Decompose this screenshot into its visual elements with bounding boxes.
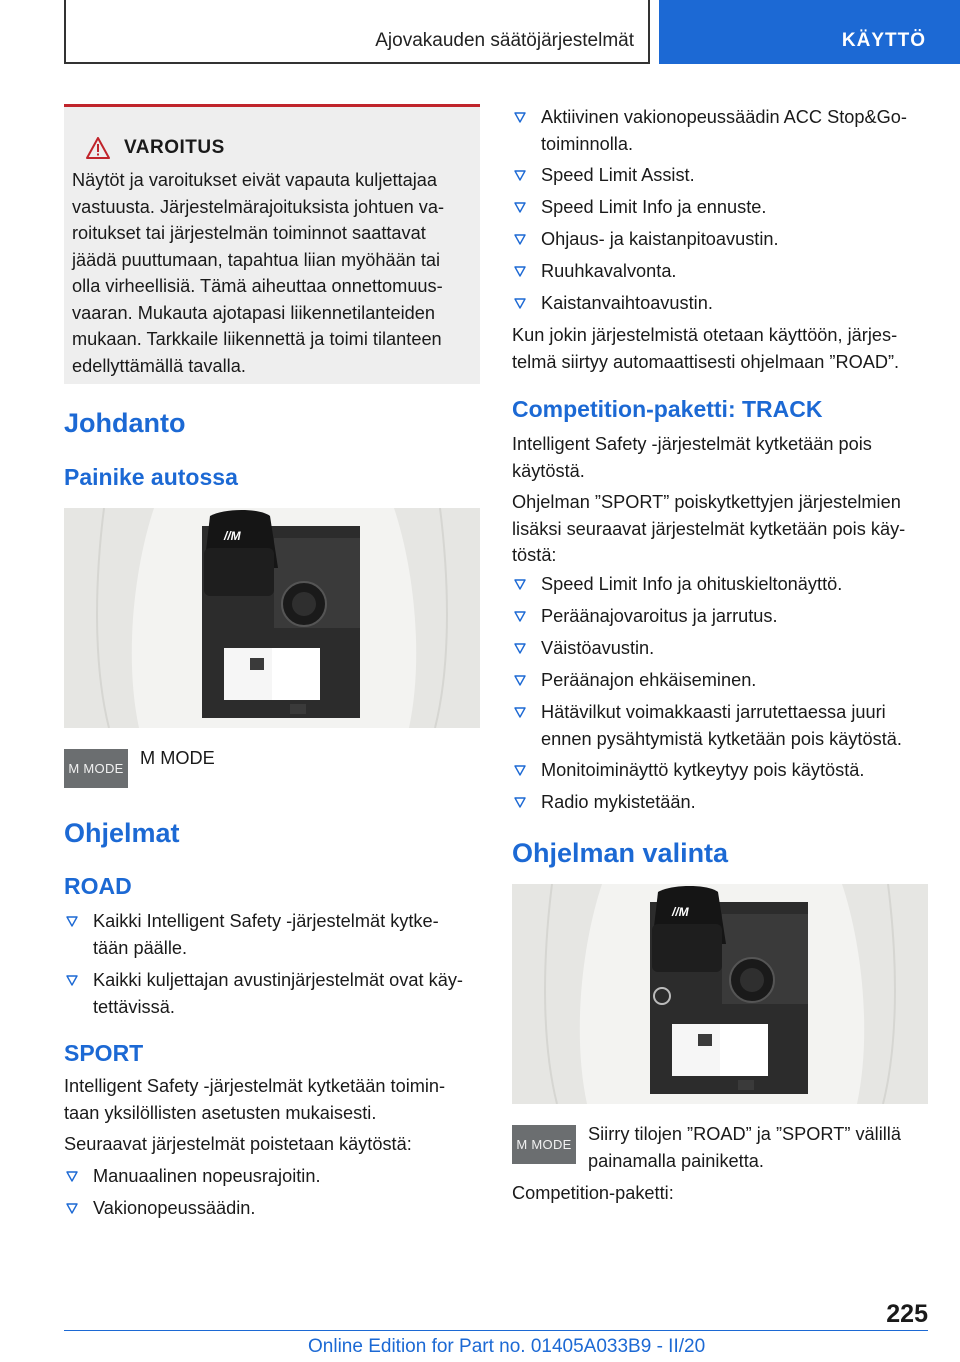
center-console-illustration bbox=[64, 508, 480, 728]
warning-line: jäädä puuttumaan, tapahtua liian myöhään tai bbox=[72, 249, 441, 270]
warning-title: VAROITUS bbox=[124, 137, 225, 158]
console-photo bbox=[64, 508, 480, 728]
warning-header bbox=[86, 135, 472, 161]
list-item-text: tään päälle. bbox=[93, 937, 188, 958]
list-item-text: toiminnolla. bbox=[541, 133, 633, 154]
list-item bbox=[512, 603, 928, 630]
bullet-triangle-icon bbox=[514, 234, 526, 245]
list-item-text: ennen pysähtymistä kytketään pois käytöstä. bbox=[541, 728, 902, 749]
warning-line: olla virheellisiä. Tämä aiheuttaa onnettomuus- bbox=[72, 276, 443, 296]
bullet-triangle-icon bbox=[66, 1203, 78, 1214]
select-instruction bbox=[588, 1121, 928, 1174]
list-item-text: Hätävilkut voimakkaasti jarrutettaessa juuri bbox=[541, 702, 886, 722]
sport-paragraph bbox=[64, 1073, 480, 1126]
heading-sport: SPORT bbox=[64, 1040, 144, 1066]
list-item-text: Speed Limit Assist. bbox=[541, 165, 695, 185]
bullet-triangle-icon bbox=[66, 975, 78, 986]
track-paragraph bbox=[512, 431, 928, 484]
list-item-text: Speed Limit Info ja ennuste. bbox=[541, 197, 767, 217]
heading-road: ROAD bbox=[64, 873, 132, 899]
list-item bbox=[512, 258, 928, 285]
warning-line: edellyttämällä tavalla. bbox=[72, 355, 246, 376]
paragraph-line: telmä siirtyy automaattisesti ohjelmaan ”ROAD”. bbox=[512, 351, 900, 372]
list-item bbox=[512, 635, 928, 662]
list-item bbox=[64, 908, 480, 961]
warning-box bbox=[64, 104, 480, 384]
bullet-triangle-icon bbox=[514, 202, 526, 213]
heading-ohjelman-valinta: Ohjelman valinta bbox=[512, 838, 729, 868]
list-item-text: Peräänajon ehkäiseminen. bbox=[541, 670, 757, 690]
heading-competition-track: Competition-paketti: TRACK bbox=[512, 396, 823, 422]
list-item bbox=[512, 290, 928, 317]
chapter-tab[interactable]: KÄYTTÖ bbox=[841, 30, 926, 51]
list-item-text: Ohjaus- ja kaistanpitoavustin. bbox=[541, 229, 779, 249]
list-item-text: Monitoiminäyttö kytkeytyy pois käytöstä. bbox=[541, 760, 865, 780]
warning-triangle-icon bbox=[86, 137, 110, 159]
footer-divider bbox=[64, 1330, 928, 1331]
paragraph-line: taan yksilöllisten asetusten mukaisesti. bbox=[64, 1102, 377, 1123]
bullet-triangle-icon bbox=[514, 266, 526, 277]
list-item-text: Manuaalinen nopeusrajoitin. bbox=[93, 1166, 321, 1186]
page-number: 225 bbox=[886, 1300, 928, 1328]
bullet-triangle-icon bbox=[514, 707, 526, 718]
list-item-text: Peräänajovaroitus ja jarrutus. bbox=[541, 606, 778, 626]
track-paragraph-2 bbox=[512, 489, 932, 569]
svg-text://M: //M bbox=[224, 529, 241, 543]
list-item bbox=[512, 104, 928, 157]
paragraph-line: Kun jokin järjestelmistä otetaan käyttöön, järjes- bbox=[512, 325, 898, 345]
list-item bbox=[512, 571, 928, 598]
heading-painike-autossa: Painike autossa bbox=[64, 464, 238, 490]
list-item-text: Speed Limit Info ja ohituskieltonäyttö. bbox=[541, 574, 843, 594]
list-item bbox=[512, 789, 928, 816]
center-console-illustration bbox=[512, 884, 928, 1104]
m-mode-button-icon: M MODE bbox=[512, 1125, 576, 1164]
header-section-box bbox=[64, 0, 650, 64]
paragraph-line: Ohjelman ”SPORT” poiskytkettyjen järjestelmien bbox=[512, 492, 901, 512]
paragraph-line: painamalla painiketta. bbox=[588, 1150, 764, 1171]
bullet-triangle-icon bbox=[514, 797, 526, 808]
list-item bbox=[512, 226, 928, 253]
bullet-triangle-icon bbox=[514, 643, 526, 654]
warning-line: roitukset tai järjestelmän toiminnot saattavat bbox=[72, 223, 426, 243]
list-item-text: Kaikki kuljettajan avustinjärjestelmät ovat käy- bbox=[93, 970, 463, 990]
list-item-text: Vakionopeussäädin. bbox=[93, 1198, 256, 1218]
warning-line: vaaran. Mukauta ajotapasi liikennetilanteiden bbox=[72, 302, 435, 323]
bullet-triangle-icon bbox=[66, 1171, 78, 1182]
bullet-triangle-icon bbox=[514, 298, 526, 309]
list-item-text: Aktiivinen vakionopeussäädin ACC Stop&Go- bbox=[541, 107, 907, 127]
list-item bbox=[512, 667, 928, 694]
list-item bbox=[64, 1195, 480, 1222]
m-mode-label: M MODE bbox=[140, 748, 215, 768]
bullet-triangle-icon bbox=[514, 611, 526, 622]
paragraph-line: Siirry tilojen ”ROAD” ja ”SPORT” välillä bbox=[588, 1124, 901, 1144]
heading-ohjelmat: Ohjelmat bbox=[64, 818, 180, 848]
header-chapter-box[interactable] bbox=[659, 0, 960, 64]
section-title: Ajovakauden säätöjärjestelmät bbox=[375, 30, 634, 51]
list-item-text: Radio mykistetään. bbox=[541, 792, 696, 812]
warning-line: vastuusta. Järjestelmärajoituksista johtuen va- bbox=[72, 196, 445, 217]
paragraph-line: Intelligent Safety -järjestelmät kytketään toimin- bbox=[64, 1076, 446, 1096]
list-item bbox=[512, 699, 928, 752]
warning-line: mukaan. Tarkkaile liikennettä ja toimi tilanteen bbox=[72, 329, 442, 349]
list-item-text: Kaistanvaihtoavustin. bbox=[541, 293, 713, 313]
list-item bbox=[64, 967, 480, 1020]
m-mode-button-icon: M MODE bbox=[64, 749, 128, 788]
footer-edition-link[interactable]: Online Edition for Part no. 01405A033B9 - II/20 bbox=[308, 1336, 706, 1357]
bullet-triangle-icon bbox=[514, 765, 526, 776]
sport-disabled-intro: Seuraavat järjestelmät poistetaan käytöstä: bbox=[64, 1134, 412, 1154]
bullet-triangle-icon bbox=[66, 916, 78, 927]
list-item-text: Väistöavustin. bbox=[541, 638, 655, 658]
list-item-text: tettävissä. bbox=[93, 996, 175, 1017]
list-item bbox=[512, 194, 928, 221]
paragraph-line: lisäksi seuraavat järjestelmät kytketään pois käy- bbox=[512, 518, 906, 539]
list-item-text: Kaikki Intelligent Safety -järjestelmät kytke- bbox=[93, 911, 439, 931]
bullet-triangle-icon bbox=[514, 170, 526, 181]
warning-text bbox=[72, 167, 472, 379]
svg-text://M: //M bbox=[672, 905, 689, 919]
competition-label: Competition-paketti: bbox=[512, 1183, 674, 1203]
list-item-text: Ruuhkavalvonta. bbox=[541, 261, 677, 281]
heading-johdanto: Johdanto bbox=[64, 408, 186, 438]
bullet-triangle-icon bbox=[514, 675, 526, 686]
road-note-paragraph bbox=[512, 322, 932, 375]
list-item bbox=[64, 1163, 480, 1190]
console-photo bbox=[512, 884, 928, 1104]
list-item bbox=[512, 162, 928, 189]
paragraph-line: käytöstä. bbox=[512, 460, 585, 481]
warning-line: Näytöt ja varoitukset eivät vapauta kuljettajaa bbox=[72, 170, 437, 190]
list-item bbox=[512, 757, 928, 784]
bullet-triangle-icon bbox=[514, 579, 526, 590]
paragraph-line: Intelligent Safety -järjestelmät kytketään pois bbox=[512, 434, 872, 454]
paragraph-line: töstä: bbox=[512, 545, 557, 565]
bullet-triangle-icon bbox=[514, 112, 526, 123]
